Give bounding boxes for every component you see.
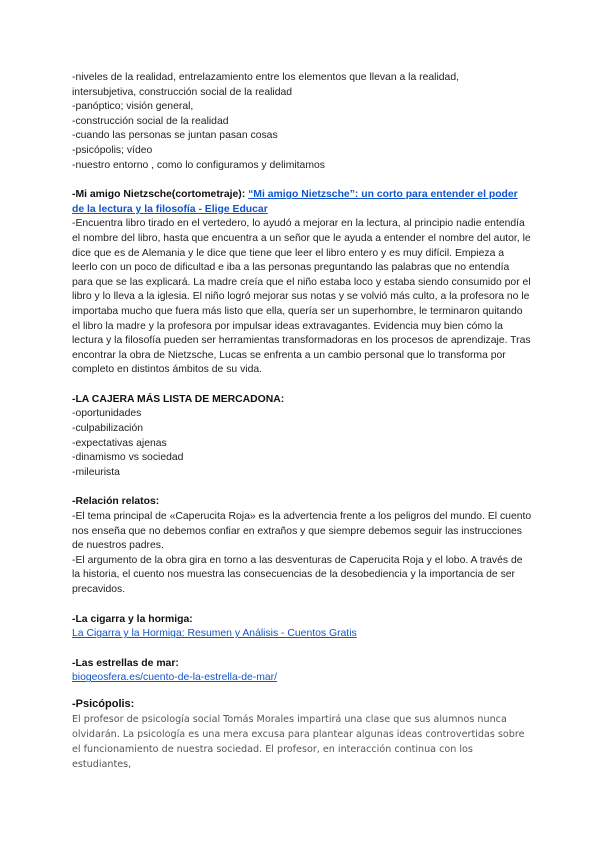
intro-line: intersubjetiva, construcción social de la realidad xyxy=(72,86,293,98)
psicopolis-heading: -Psicópolis: xyxy=(72,697,135,710)
intro-line: -psicópolis; vídeo xyxy=(72,144,153,156)
nietzsche-summary: -Encuentra libro tirado en el vertedero, lo ayudó a mejorar en la lectura, al principio nadie entendía el nombre del libro, hasta que encuentra a un señor que le ayuda a entender el nombre del autor, le dice que es de Alemania y le dice que tiene que leer el libro entero y es muy difícil. Empieza a leerlo con un poco de dificultad e iba a las personas preguntando las palabras que no entendía para que se las explicará. La madre creía que el niño estaba loco y estaba siendo consumido por el libro y lo lleva a la iglesia. El niño logró mejorar sus notas y se volvió más culto, a la profesora no le importaba mucho que fuera más listo que ella, quería ser un superhombre, le terminaron quitando el libro la madre y la profesora por impulsar ideas extravagantes. Evidencia muy bien cómo la lectura y la filosofía pueden ser herramientas transformadoras en los procesos de aprendizaje. Tras encontrar la obra de Nietzsche, Lucas se enfrenta a un cambio personal que lo transforma por completo en distintos ámbitos de su vida. xyxy=(72,218,531,376)
cajera-item: -mileurista xyxy=(72,466,120,478)
cigarra-section xyxy=(72,613,532,642)
psicopolis-description: El profesor de psicología social Tomás Morales impartirá una clase que sus alumnos nunca olvidarán. La psicología es una mera excusa para plantear algunas ideas controvertidas sobre el funcionamiento de nuestra sociedad. El profesor, en interacción continua con los estudiantes, xyxy=(72,713,525,771)
relatos-paragraph: -El tema principal de «Caperucita Roja» es la advertencia frente a los peligros del mundo. El cuento nos enseña que no debemos confiar en extraños y que siempre debemos seguir las instrucciones de nuestros padres. xyxy=(72,511,532,552)
intro-line: -cuando las personas se juntan pasan cosas xyxy=(72,130,278,142)
intro-notes xyxy=(72,71,532,173)
cajera-section xyxy=(72,393,532,481)
intro-line: -nuestro entorno , como lo configuramos y delimitamos xyxy=(72,159,325,171)
nietzsche-heading xyxy=(72,188,532,217)
nietzsche-article-link[interactable]: “Mi amigo Nietzsche”: un corto para entender el poder de la lectura y la filosofía - Elige Educar xyxy=(72,189,518,215)
intro-line: -panóptico; visión general, xyxy=(72,101,194,113)
nietzsche-heading-text: -Mi amigo Nietzsche(cortometraje): xyxy=(72,189,249,201)
document-content xyxy=(72,71,532,772)
cajera-item: -culpabilización xyxy=(72,423,144,435)
cajera-heading: -LA CAJERA MÁS LISTA DE MERCADONA: xyxy=(72,393,285,405)
cajera-item: -dinamismo vs sociedad xyxy=(72,452,184,464)
intro-line: -construcción social de la realidad xyxy=(72,115,229,127)
relatos-section xyxy=(72,495,532,597)
nietzsche-section xyxy=(72,188,532,378)
cigarra-heading: -La cigarra y la hormiga: xyxy=(72,613,193,625)
cigarra-link[interactable]: La Cigarra y la Hormiga: Resumen y Análisis - Cuentos Gratis xyxy=(72,628,357,640)
cajera-item: -expectativas ajenas xyxy=(72,437,167,449)
relatos-heading: -Relación relatos: xyxy=(72,496,160,508)
relatos-paragraph: -El argumento de la obra gira en torno a las desventuras de Caperucita Roja y el lobo. A través de la historia, el cuento nos muestra las consecuencias de la desobediencia y la importancia de ser precavidos. xyxy=(72,554,523,595)
intro-line: -niveles de la realidad, entrelazamiento entre los elementos que llevan a la realidad, xyxy=(72,72,459,83)
estrellas-link[interactable]: biogeosfera.es/cuento-de-la-estrella-de-mar/ xyxy=(72,672,278,684)
cajera-item: -oportunidades xyxy=(72,408,142,420)
psicopolis-section xyxy=(72,697,532,772)
estrellas-heading: -Las estrellas de mar: xyxy=(72,657,179,669)
estrellas-section xyxy=(72,657,532,686)
